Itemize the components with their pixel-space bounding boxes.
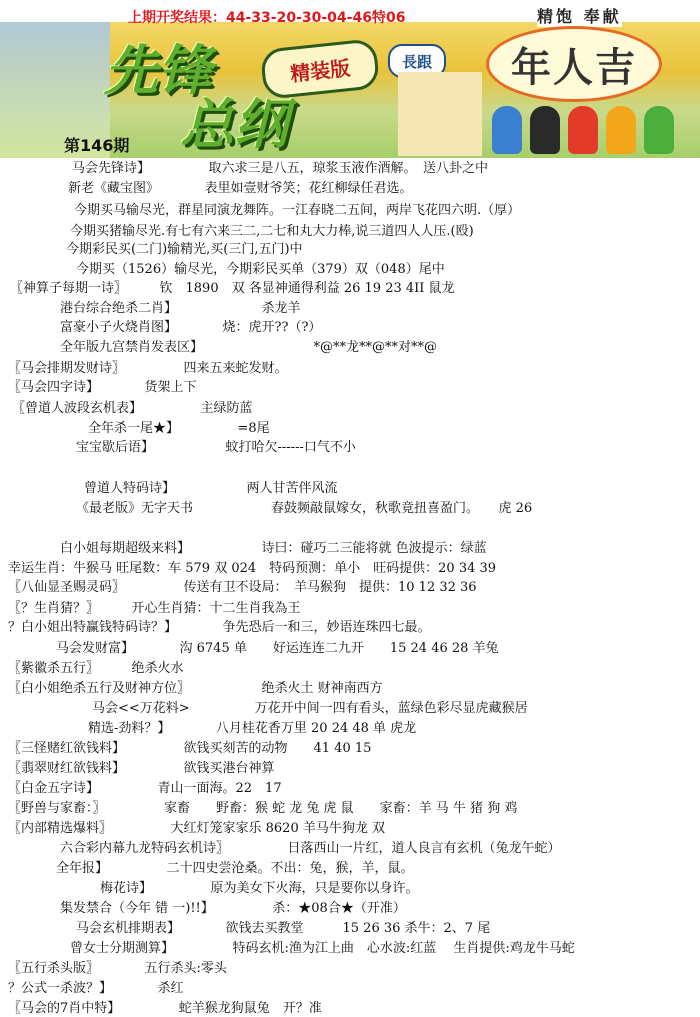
title-line-2: 总纲: [180, 93, 288, 156]
text-line: 〖曾道人波段玄机表】 主绿防蓝: [12, 401, 253, 416]
text-line: 〖野兽与家畜：〗 家畜 野畜：猴 蛇 龙 兔 虎 鼠 家畜：羊 马 牛 猪 狗 鸡: [8, 801, 518, 816]
issue-number: 第146期: [64, 136, 130, 155]
text-line: 今期彩民买(二门)输精光,买(三门,五门)中: [66, 242, 303, 257]
year-badge: 年人吉: [486, 26, 662, 102]
text-line: 〖神算子每期一诗〗 钦 1890 双 各显神通得利益 26 19 23 4II 鼠龙: [10, 281, 455, 296]
header-banner: [0, 0, 700, 158]
text-line: 六合彩内幕九龙特码玄机诗〗 日落西山一片红，道人良言有玄机（兔龙午蛇）: [60, 841, 561, 856]
text-line: 〖翡翠财红欲钱料】 欲钱买港台神算: [8, 761, 275, 776]
text-line: 〖？生肖猜？〗 开心生肖猜：十二生肖我為王: [8, 601, 301, 616]
text-line: 今期买（1526）输尽光，今期彩民买单（379）双（048）尾中: [76, 262, 445, 277]
edition-badge: 精装版: [260, 38, 381, 100]
blank-patch: [398, 72, 482, 156]
text-line: 今期买马输尽光，群星同演龙舞阵。一江春晓二五间，两岸飞花四六明.（厚）: [74, 203, 521, 218]
text-line: 马会发财富】 沟 6745 单 好运连连二九开 15 24 46 28 羊兔: [56, 641, 499, 656]
text-line: 马会玄机排期表】 欲钱去买教堂 15 26 36 杀牛：2、7 尾: [76, 921, 491, 936]
text-line: 马会<<万花料> 万花开中间一四有看头，蓝绿色彩尽显虎藏猴居: [92, 701, 528, 716]
text-line: 〖紫徽杀五行〗 绝杀火水: [8, 661, 184, 676]
text-line: 幸运生肖：牛猴马 旺尾数：车 579 双 024 特码预测：单小 旺码提供：20 34 39: [8, 561, 497, 576]
text-line: 港台综合绝杀二肖】 杀龙羊: [60, 301, 301, 316]
text-line: 集发禁合（今年 错 一)!!】 杀：★08合★（开准）: [60, 901, 406, 916]
text-line: 〖八仙显圣赐灵码〗 传送有卫不设局： 羊马猴狗 提供：10 12 32 36: [8, 580, 477, 595]
content-list: [0, 158, 700, 1017]
text-line: 〖马会的7肖中特】 蛇羊猴龙狗鼠兔 开？准: [8, 1001, 322, 1016]
text-line: 富豪小子火烧肖图】 烧：虎开??（?）: [60, 320, 322, 335]
text-line: 今期买猪输尽光.有七有六来三二,二七和丸大力棒,说三道四人人压.(殴): [70, 224, 474, 239]
sponsor-text: 精饱 奉献: [537, 4, 622, 27]
text-line: 《最老版》无字天书 春鼓频敲鼠嫁女，秋歌竟扭喜盈门。 虎 26: [76, 501, 533, 516]
text-line: 白小姐每期超级来料】 诗曰：碰巧二三能将就 色波提示：绿蓝: [60, 541, 487, 556]
text-line: ？公式一杀波？】 杀红: [8, 981, 184, 996]
text-line: 〖马会排期发财诗〗 四来五来蛇发财。: [8, 361, 288, 376]
mascots-illustration: [486, 98, 700, 158]
text-line: ？白小姐出特赢钱特码诗？】 争先恐后一和三，妙语连珠四七最。: [8, 620, 431, 635]
text-line: 全年报】 二十四史尝沧桑。不出：兔，猴，羊，鼠。: [56, 861, 414, 876]
follow-badge: 長跟: [388, 44, 446, 78]
text-line: 全年杀一尾★】 =8尾: [88, 421, 270, 436]
text-line: 曾女士分期测算】 特码玄机:渔为江上曲 心水波:红蓝 生肖提供:鸡龙牛马蛇: [70, 941, 575, 956]
text-line: 曾道人特码诗】 两人甘苦伴风流: [84, 481, 338, 496]
text-line: 〖白小姐绝杀五行及财神方位〗 绝杀火土 财神南西方: [8, 681, 383, 696]
text-line: 宝宝歇后语】 蚊打哈欠------口气不小: [76, 440, 356, 455]
text-line: 〖内部精选爆料〗 大红灯笼家家乐 8620 羊马牛狗龙 双: [8, 821, 385, 836]
text-line: 〖三怪赌红欲钱料】 欲钱买刻苦的动物 41 40 15: [8, 741, 372, 756]
last-draw-result: 上期开奖结果：44-33-20-30-04-46特06: [128, 10, 406, 26]
text-line: 精选-劲料？】 八月桂花香万里 20 24 48 单 虎龙: [88, 721, 417, 736]
text-line: 〖马会四字诗】 货架上下: [8, 380, 197, 395]
text-line: 全年版九宫禁肖发表区】 *@**龙**@**对**@: [60, 340, 438, 355]
text-line: 梅花诗】 原为美女下火海，只是要你以身许。: [100, 881, 419, 896]
title-line-1: 先锋: [104, 39, 212, 102]
text-line: 新老《藏宝图》 表里如壹财爷笑；花红柳绿任君选。: [68, 181, 413, 196]
text-line: 〖白金五字诗】 青山一面海。22 17: [8, 781, 282, 796]
text-line: 马会先锋诗】 取六求三是八五，琼浆玉液作酒解。 送八卦之中: [72, 161, 489, 176]
text-line: 〖五行杀头版〗 五行杀头:零头: [8, 961, 227, 976]
